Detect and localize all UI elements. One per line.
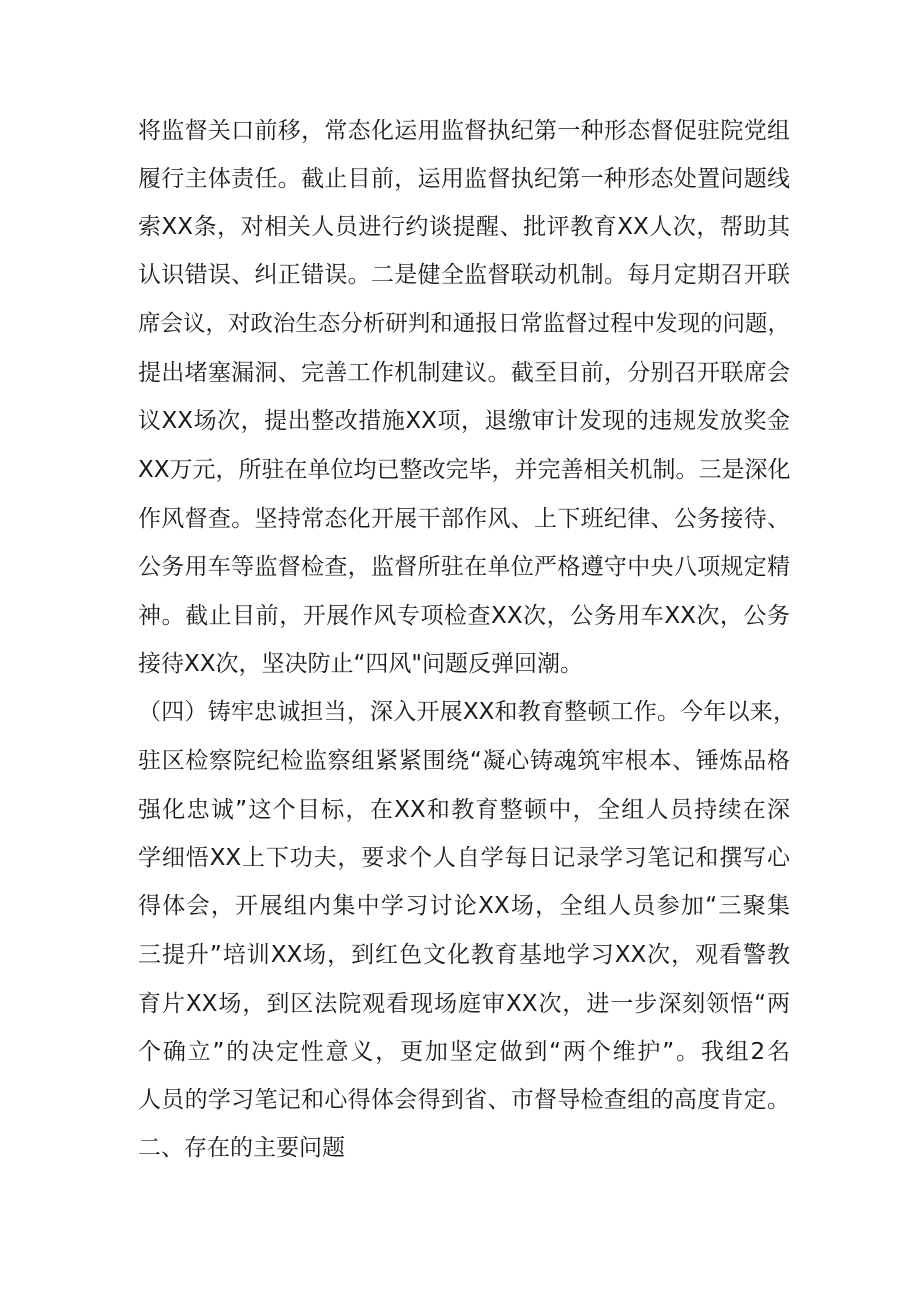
body-text-line-11: 神。截止目前，开展作风专项检查XX次，公务用车XX次，公务 xyxy=(138,603,790,629)
body-text-line-17: 得体会，开展组内集中学习讨论XX场，全组人员参加“三聚集 xyxy=(138,893,790,919)
body-text-line-6: 提出堵塞漏洞、完善工作机制建议。截至目前，分别召开联席会 xyxy=(138,360,790,386)
paragraph-heading-4: （四）铸牢忠诚担当，深入开展XX和教育整顿工作。今年以来， xyxy=(138,699,796,725)
body-text-line-5: 席会议，对政治生态分析研判和通报日常监督过程中发现的问题， xyxy=(138,311,790,337)
body-text-line-21: 人员的学习笔记和心得体会得到省、市督导检查组的高度肯定。 xyxy=(138,1087,790,1113)
body-text-line-18: 三提升”培训XX场，到红色文化教育基地学习XX次，观看警教 xyxy=(138,942,790,968)
body-text-line-8: XX万元，所驻在单位均已整改完毕，并完善相关机制。三是深化 xyxy=(138,457,791,483)
body-text-line-15: 强化忠诚”这个目标，在XX和教育整顿中，全组人员持续在深 xyxy=(138,797,790,823)
body-text-line-7: 议XX场次，提出整改措施XX项，退缴审计发现的违规发放奖金 xyxy=(138,408,790,434)
body-text-line-10: 公务用车等监督检查，监督所驻在单位严格遵守中央八项规定精 xyxy=(138,554,790,580)
body-text-line-3: 索XX条，对相关人员进行约谈提醒、批评教育XX人次，帮助其 xyxy=(138,214,790,240)
body-text-line-12: 接待XX次，坚决防止“四风"问题反弹回潮。 xyxy=(138,651,584,677)
body-text-line-16: 学细悟XX上下功夫，要求个人自学每日记录学习笔记和撰写心 xyxy=(138,845,790,871)
body-text-line-9: 作风督查。坚持常态化开展干部作风、上下班纪律、公务接待、 xyxy=(138,506,790,532)
section-heading-2: 二、存在的主要问题 xyxy=(138,1135,345,1161)
body-text-line-14: 驻区检察院纪检监察组紧紧围绕“凝心铸魂筑牢根本、锤炼品格 xyxy=(138,748,790,774)
body-text-line-1: 将监督关口前移，常态化运用监督执纪第一种形态督促驻院党组 xyxy=(138,118,790,144)
body-text-line-2: 履行主体责任。截止目前，运用监督执纪第一种形态处置问题线 xyxy=(138,166,790,192)
body-text-line-20: 个确立”的决定性意义，更加坚定做到“两个维护”。我组2名 xyxy=(138,1039,790,1065)
body-text-line-4: 认识错误、纠正错误。二是健全监督联动机制。每月定期召开联 xyxy=(138,262,790,288)
body-text-line-19: 育片XX场，到区法院观看现场庭审XX次，进一步深刻领悟“两 xyxy=(138,991,790,1017)
